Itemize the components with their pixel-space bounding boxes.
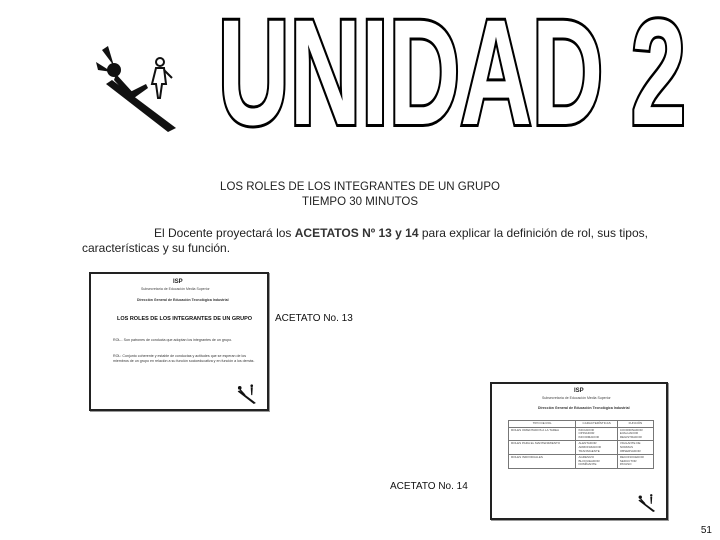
seal-mark: ISP bbox=[173, 279, 183, 285]
slide-subtitle-1: Subsecretaría de Educación Media Superior bbox=[141, 287, 210, 291]
roles-table bbox=[508, 420, 654, 469]
table-header: CARACTERÍSTICAS bbox=[576, 421, 617, 428]
slide-label-13: ACETATO No. 13 bbox=[275, 313, 353, 324]
table-header-row bbox=[509, 421, 654, 428]
table-row bbox=[509, 427, 654, 441]
unit-title bbox=[212, 4, 692, 144]
mini-logo-icon bbox=[632, 490, 660, 512]
table-cell: RECONOCEDOR SEDUCTOR PAYASO bbox=[617, 455, 653, 469]
seal-mark: ISP bbox=[574, 388, 584, 394]
topic-duration: TIEMPO 30 MINUTOS bbox=[301, 196, 419, 208]
slide-label-14: ACETATO No. 14 bbox=[390, 481, 468, 492]
logo-icon bbox=[92, 40, 184, 132]
slide-definition: ROL.- Son patrones de conducta que adoptan los integrantes de un grupo. bbox=[113, 338, 233, 342]
table-header: FUNCIÓN bbox=[617, 421, 653, 428]
topic-title: LOS ROLES DE LOS INTEGRANTES DE UN GRUPO bbox=[220, 181, 500, 193]
slide-thumbnail-13 bbox=[89, 272, 269, 411]
table-cell: COORDINADOR EVALUADOR REGISTRADOR bbox=[617, 427, 653, 441]
slide-thumbnail-14 bbox=[490, 382, 668, 520]
table-cell: AGRESIVO BLOQUEADOR DOMINANTE bbox=[576, 455, 617, 469]
intro-paragraph bbox=[82, 226, 672, 256]
slide-subtitle-1: Subsecretaría de Educación Media Superior bbox=[542, 396, 611, 400]
intro-highlight: ACETATOS Nº 13 y 14 bbox=[294, 226, 419, 240]
table-cell: ROLES ORIENTADOS A LA TAREA bbox=[509, 427, 576, 441]
page-number: 51 bbox=[700, 525, 712, 536]
table-row bbox=[509, 455, 654, 469]
table-cell: VIGILANTE DE NORMAS OBSERVADOR bbox=[617, 441, 653, 455]
intro-before: El Docente proyectará los bbox=[154, 226, 295, 240]
slide-title: LOS ROLES DE LOS INTEGRANTES DE UN GRUPO bbox=[117, 316, 253, 322]
table-cell: ALENTADOR ARMONIZADOR TRANSIGENTE bbox=[576, 441, 617, 455]
mini-logo-icon bbox=[231, 380, 261, 404]
table-row bbox=[509, 441, 654, 455]
slide-subtitle-2: Dirección General de Educación Tecnológica Industrial bbox=[137, 298, 229, 302]
slide-explanation: ROL: Conjunto coherente y estable de conductas y actitudes que se esperan de los miembros de un grupo en relación a su función socioeducativa y en función a los demás. bbox=[113, 354, 255, 363]
table-cell: ROLES PARA EL MANTENIMIENTO bbox=[509, 441, 576, 455]
table-cell: ROLES INDIVIDUALES bbox=[509, 455, 576, 469]
svg-text:UNIDAD 2: UNIDAD 2 bbox=[218, 4, 686, 144]
table-header: TIPO DE ROL bbox=[509, 421, 576, 428]
table-cell: INICIADOR OPINADOR INFORMADOR bbox=[576, 427, 617, 441]
slide-subtitle-2: Dirección General de Educación Tecnológica Industrial bbox=[538, 406, 630, 410]
intro-after: para explicar la definición de rol, sus tipos, características y su función. bbox=[82, 226, 648, 255]
